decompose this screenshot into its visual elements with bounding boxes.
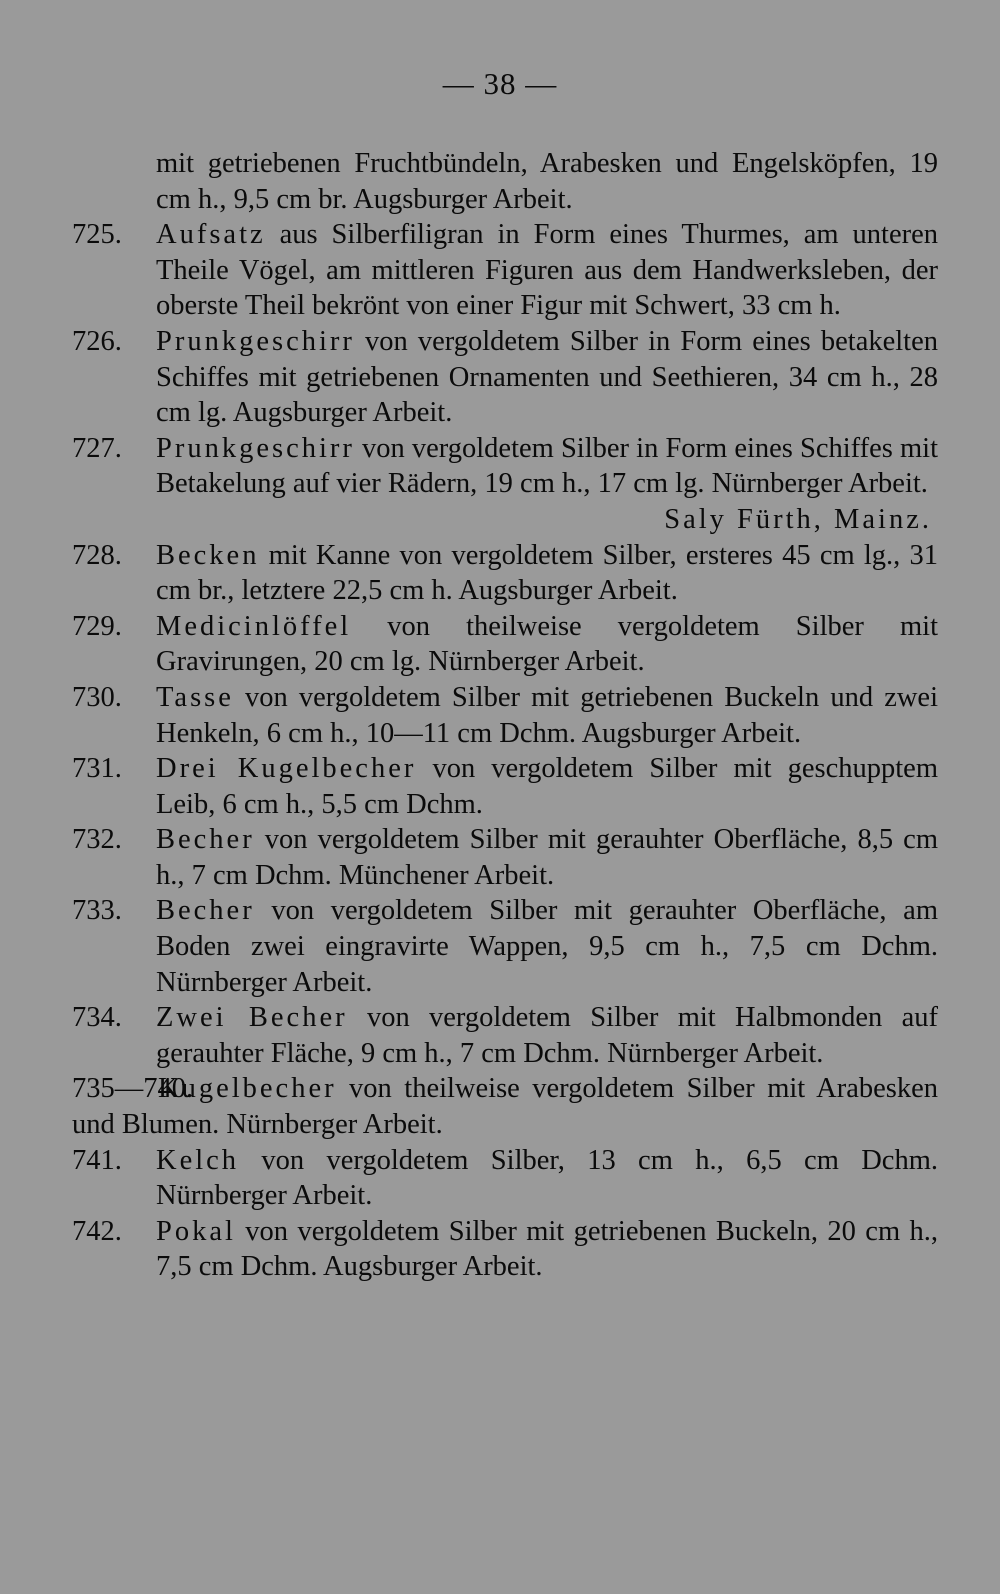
entry-lead-term: Prunkgeschirr <box>156 432 355 464</box>
entry-lead-term: Medicinlöffel <box>156 610 352 642</box>
entry-body <box>156 324 938 431</box>
entry-lead-term: Becher <box>156 824 255 856</box>
catalogue-entry <box>72 609 938 680</box>
catalogue-entry <box>72 1000 938 1071</box>
entry-lead-term: Kelch <box>156 1144 240 1176</box>
entry-body <box>156 1000 938 1071</box>
entry-description: mit Kanne von vergoldetem Silber, ersteres 45 cm lg., 31 cm br., letztere 22,5 cm h. Augsburger Arbeit. <box>156 539 938 607</box>
catalogue-entry <box>72 1214 938 1285</box>
entry-lead-term: Tasse <box>156 681 234 713</box>
entry-body <box>156 146 938 217</box>
entry-body <box>156 538 938 609</box>
entry-number: 731. <box>72 753 122 785</box>
entry-number: 734. <box>72 1002 122 1034</box>
page-number: — 38 — <box>442 66 558 101</box>
catalogue-entry <box>72 893 938 1000</box>
catalogue-entry <box>72 680 938 751</box>
entry-number: 733. <box>72 895 122 927</box>
catalogue-entry <box>72 538 938 609</box>
entry-description: von vergoldetem Silber mit gerauhter Oberfläche, am Boden zwei eingravirte Wappen, 9,5 cm h., 7,5 cm Dchm. Nürnberger Arbeit. <box>156 895 938 998</box>
catalogue-entry <box>72 324 938 431</box>
entry-body <box>156 1143 938 1214</box>
entry-description: von theilweise vergoldetem Silber mit Arabesken und Blumen. Nürnberger Arbeit. <box>72 1073 938 1141</box>
entry-lead-term: Aufsatz <box>156 219 266 251</box>
entry-body <box>72 1071 938 1142</box>
entry-description: aus Silberfiligran in Form eines Thurmes, am unteren Theile Vögel, am mittleren Figuren aus dem Handwerksleben, der oberste Theil bekrönt von einer Figur mit Schwert, 33 cm h. <box>156 219 938 322</box>
entry-body <box>156 217 938 324</box>
entry-body <box>156 893 938 1000</box>
entry-number: 727. <box>72 432 122 464</box>
entry-number: 725. <box>72 219 122 251</box>
entry-number: 729. <box>72 610 122 642</box>
entry-description: von vergoldetem Silber mit getriebenen Buckeln und zwei Henkeln, 6 cm h., 10—11 cm Dchm. Augsburger Arbeit. <box>156 681 938 749</box>
catalogue-entry <box>72 751 938 822</box>
entry-lead-term: Becher <box>156 895 255 927</box>
entry-number: 730. <box>72 681 122 713</box>
entry-lead-term: Prunkgeschirr <box>156 325 355 357</box>
catalogue-entries <box>72 146 938 1285</box>
entry-number: 741. <box>72 1144 122 1176</box>
entry-description: von vergoldetem Silber in Form eines Schiffes mit Betakelung auf vier Rädern, 19 cm h., 17 cm lg. Nürnberger Arbeit. <box>156 432 939 500</box>
entry-number: 735—740. <box>72 1073 194 1105</box>
entry-description: mit getriebenen Fruchtbündeln, Arabesken und Engelsköpfen, 19 cm h., 9,5 cm br. Augsburger Arbeit. <box>156 148 938 215</box>
entry-description: von vergoldetem Silber mit getriebenen Buckeln, 20 cm h., 7,5 cm Dchm. Augsburger Arbeit. <box>156 1215 938 1283</box>
entry-body <box>156 609 938 680</box>
catalogue-entry <box>72 1143 938 1214</box>
entry-lead-term: Becken <box>156 539 260 571</box>
entry-lead-term: Zwei Becher <box>156 1002 348 1034</box>
entry-body <box>156 431 938 502</box>
entry-body <box>156 822 938 893</box>
entry-description: von vergoldetem Silber mit geschupptem Leib, 6 cm h., 5,5 cm Dchm. <box>156 753 939 820</box>
provenance-attribution: Saly Fürth, Mainz. <box>664 503 932 535</box>
entry-number: 732. <box>72 824 122 856</box>
entry-number: 742. <box>72 1215 122 1247</box>
entry-number: 726. <box>72 325 122 357</box>
entry-description: von vergoldetem Silber in Form eines betakelten Schiffes mit getriebenen Ornamenten und Seethieren, 34 cm h., 28 cm lg. Augsburger Arbeit. <box>156 325 938 429</box>
catalogue-entry <box>72 431 938 502</box>
entry-continuation <box>72 146 938 217</box>
entry-lead-term: Kugelbecher <box>158 1073 337 1105</box>
catalogue-entry <box>72 1071 938 1142</box>
entry-description: von vergoldetem Silber, 13 cm h., 6,5 cm Dchm. Nürnberger Arbeit. <box>156 1144 938 1212</box>
entry-lead-term: Pokal <box>156 1215 236 1247</box>
catalogue-entry <box>72 822 938 893</box>
entry-body <box>156 751 938 822</box>
entry-body <box>156 680 938 751</box>
entry-description: von theilweise vergoldetem Silber mit Gravirungen, 20 cm lg. Nürnberger Arbeit. <box>156 610 938 678</box>
entry-description: von vergoldetem Silber mit Halbmonden auf gerauhter Fläche, 9 cm h., 7 cm Dchm. Nürnberger Arbeit. <box>156 1002 939 1069</box>
entry-number: 728. <box>72 539 122 571</box>
entry-body <box>156 1214 938 1285</box>
catalogue-entry <box>72 217 938 324</box>
entry-description: von vergoldetem Silber mit gerauhter Oberfläche, 8,5 cm h., 7 cm Dchm. Münchener Arbeit. <box>156 824 938 891</box>
entry-lead-term: Drei Kugelbecher <box>156 753 417 785</box>
